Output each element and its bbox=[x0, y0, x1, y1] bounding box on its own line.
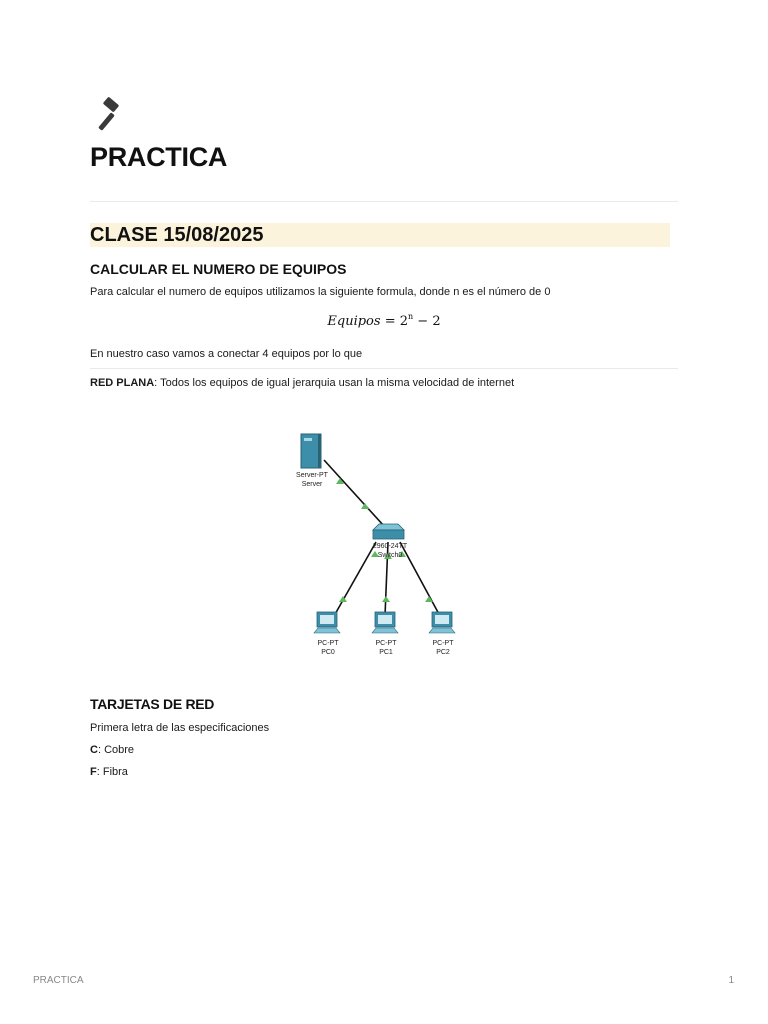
server-name-label: Server bbox=[301, 481, 323, 488]
formula-lhs: Equipos bbox=[327, 314, 381, 329]
pc-name-label: PC0 bbox=[321, 649, 335, 656]
link-status-icon bbox=[382, 596, 390, 602]
hammer-icon bbox=[90, 96, 126, 132]
pc-node[interactable] bbox=[429, 612, 455, 656]
pc-node[interactable] bbox=[372, 612, 398, 656]
tarjeta-letter: C bbox=[90, 744, 98, 756]
divider bbox=[90, 201, 678, 202]
tarjetas-heading: TARJETAS DE RED bbox=[90, 696, 215, 712]
footer-title: PRACTICA bbox=[33, 975, 84, 986]
tarjeta-letter: F bbox=[90, 766, 97, 778]
formula-exponent: n bbox=[408, 312, 414, 321]
formula bbox=[0, 312, 768, 329]
tarjetas-intro: Primera letra de las especificaciones bbox=[90, 722, 270, 734]
tarjeta-desc: : Cobre bbox=[97, 744, 135, 756]
network-diagram bbox=[280, 420, 480, 670]
switch-type-label: 2960-24TT bbox=[372, 543, 408, 550]
pc-name-label: PC2 bbox=[436, 649, 450, 656]
tarjeta-desc: : Fibra bbox=[96, 766, 128, 778]
pc-type-label: PC-PT bbox=[375, 640, 397, 647]
pc-name-label: PC1 bbox=[379, 649, 393, 656]
link-switch-pc0 bbox=[334, 542, 376, 616]
red-plana-term: RED PLANA bbox=[90, 377, 155, 389]
calc-heading: CALCULAR EL NUMERO DE EQUIPOS bbox=[90, 261, 347, 277]
section-heading bbox=[90, 223, 670, 247]
server-node[interactable] bbox=[296, 434, 329, 488]
link-server-switch bbox=[324, 460, 384, 526]
pc-node[interactable] bbox=[314, 612, 340, 656]
tarjeta-item bbox=[90, 743, 134, 757]
page-number: 1 bbox=[728, 975, 734, 986]
formula-rhs: − 2 bbox=[413, 314, 441, 329]
red-plana-text bbox=[90, 376, 514, 390]
pc-type-label: PC-PT bbox=[432, 640, 454, 647]
link-status-icon bbox=[425, 596, 433, 602]
switch-icon bbox=[373, 524, 404, 530]
red-plana-definition: : Todos los equipos de igual jerarquia usan la misma velocidad de internet bbox=[154, 377, 515, 389]
server-type-label: Server-PT bbox=[296, 472, 328, 479]
link-status-icon bbox=[361, 503, 369, 509]
link-status-icon bbox=[339, 596, 347, 602]
section-heading-text: CLASE 15/08/2025 bbox=[90, 224, 264, 246]
link-status-indicators bbox=[336, 478, 433, 602]
page-title: PRACTICA bbox=[90, 142, 228, 172]
pc-type-label: PC-PT bbox=[317, 640, 339, 647]
calc-intro: Para calcular el numero de equipos utilizamos la siguiente formula, donde n es el número de 0 bbox=[90, 286, 551, 298]
formula-eq: = 2 bbox=[380, 314, 408, 329]
switch-name-label: Switch0 bbox=[377, 552, 403, 559]
tarjeta-item bbox=[90, 765, 128, 779]
divider bbox=[90, 368, 678, 369]
caso-text: En nuestro caso vamos a conectar 4 equipos por lo que bbox=[90, 348, 363, 360]
link-switch-pc2 bbox=[400, 542, 440, 616]
